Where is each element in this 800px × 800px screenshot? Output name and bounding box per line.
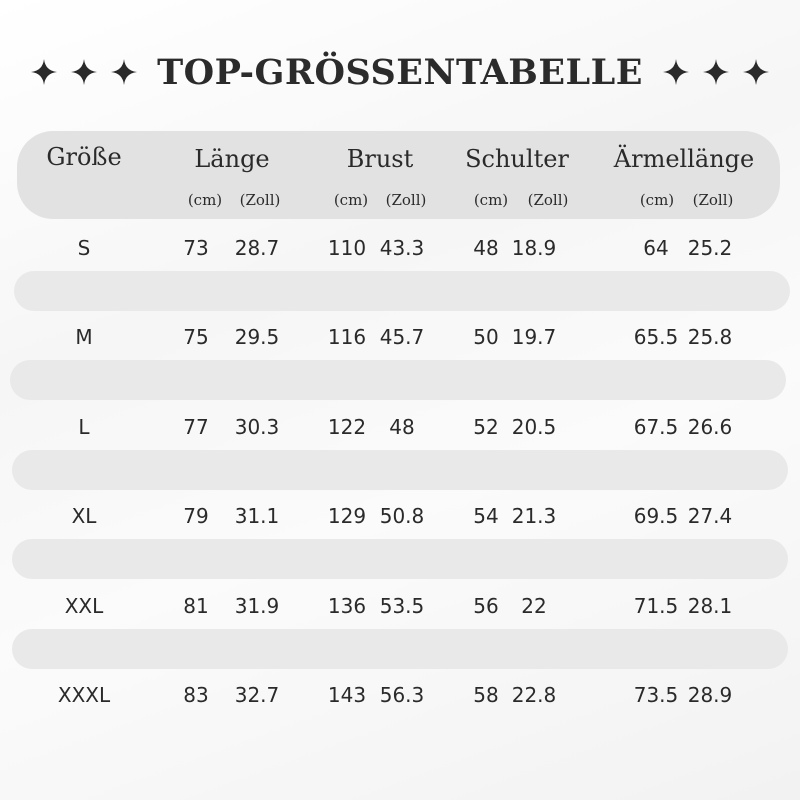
cell-chest-inch: 48 bbox=[389, 415, 415, 439]
cell-chest-inch: 53.5 bbox=[379, 594, 425, 618]
cell-size: S bbox=[77, 236, 91, 260]
cell-chest-cm: 129 bbox=[327, 504, 367, 528]
unit-cm-sleeve: (cm) bbox=[639, 191, 675, 209]
cell-shoulder-cm: 52 bbox=[473, 415, 499, 439]
cell-sleeve-inch: 25.8 bbox=[687, 325, 733, 349]
cell-sleeve-inch: 28.9 bbox=[687, 683, 733, 707]
unit-inch-shoulder: (Zoll) bbox=[527, 191, 569, 209]
cell-chest-cm: 122 bbox=[327, 415, 367, 439]
sparkle-icon bbox=[703, 59, 729, 85]
cell-sleeve-cm: 69.5 bbox=[633, 504, 679, 528]
cell-sleeve-cm: 65.5 bbox=[633, 325, 679, 349]
cell-length-cm: 73 bbox=[183, 236, 209, 260]
cell-sleeve-inch: 26.6 bbox=[687, 415, 733, 439]
cell-length-cm: 81 bbox=[183, 594, 209, 618]
cell-chest-cm: 136 bbox=[327, 594, 367, 618]
cell-size: M bbox=[75, 325, 93, 349]
sparkle-icon bbox=[31, 59, 57, 85]
row-stripe bbox=[12, 539, 788, 579]
cell-length-cm: 75 bbox=[183, 325, 209, 349]
row-stripe bbox=[14, 271, 790, 311]
header-sleeve: Ärmellänge bbox=[613, 145, 755, 173]
unit-inch-sleeve: (Zoll) bbox=[692, 191, 734, 209]
cell-shoulder-inch: 22 bbox=[521, 594, 547, 618]
cell-size: XXL bbox=[64, 594, 104, 618]
cell-size: XL bbox=[71, 504, 97, 528]
cell-sleeve-cm: 73.5 bbox=[633, 683, 679, 707]
sparkle-icon bbox=[111, 59, 137, 85]
cell-shoulder-inch: 19.7 bbox=[511, 325, 557, 349]
cell-chest-inch: 43.3 bbox=[379, 236, 425, 260]
header-shoulder: Schulter bbox=[465, 145, 569, 173]
unit-inch-chest: (Zoll) bbox=[385, 191, 427, 209]
cell-length-inch: 32.7 bbox=[234, 683, 280, 707]
cell-shoulder-inch: 22.8 bbox=[511, 683, 557, 707]
unit-cm-chest: (cm) bbox=[333, 191, 369, 209]
cell-sleeve-inch: 28.1 bbox=[687, 594, 733, 618]
sparkle-icon bbox=[71, 59, 97, 85]
sparkle-icon bbox=[663, 59, 689, 85]
cell-length-inch: 29.5 bbox=[234, 325, 280, 349]
cell-chest-cm: 110 bbox=[327, 236, 367, 260]
cell-length-inch: 28.7 bbox=[234, 236, 280, 260]
header-chest: Brust bbox=[346, 145, 414, 173]
cell-chest-inch: 45.7 bbox=[379, 325, 425, 349]
row-stripe bbox=[12, 629, 788, 669]
cell-sleeve-inch: 27.4 bbox=[687, 504, 733, 528]
cell-size: XXXL bbox=[57, 683, 111, 707]
title-bar bbox=[0, 46, 800, 98]
cell-size: L bbox=[78, 415, 90, 439]
cell-chest-inch: 50.8 bbox=[379, 504, 425, 528]
cell-shoulder-cm: 48 bbox=[473, 236, 499, 260]
row-stripe bbox=[12, 450, 788, 490]
cell-shoulder-cm: 58 bbox=[473, 683, 499, 707]
page-title: TOP-GRÖSSENTABELLE bbox=[157, 51, 643, 93]
unit-inch-length: (Zoll) bbox=[239, 191, 281, 209]
header-length: Länge bbox=[194, 145, 270, 173]
cell-length-inch: 30.3 bbox=[234, 415, 280, 439]
cell-shoulder-cm: 56 bbox=[473, 594, 499, 618]
cell-shoulder-inch: 21.3 bbox=[511, 504, 557, 528]
cell-shoulder-cm: 54 bbox=[473, 504, 499, 528]
cell-length-cm: 79 bbox=[183, 504, 209, 528]
row-stripe bbox=[10, 360, 786, 400]
sparkle-icon bbox=[743, 59, 769, 85]
cell-chest-inch: 56.3 bbox=[379, 683, 425, 707]
cell-chest-cm: 116 bbox=[327, 325, 367, 349]
cell-shoulder-cm: 50 bbox=[473, 325, 499, 349]
cell-length-cm: 77 bbox=[183, 415, 209, 439]
cell-length-inch: 31.1 bbox=[234, 504, 280, 528]
cell-chest-cm: 143 bbox=[327, 683, 367, 707]
cell-length-cm: 83 bbox=[183, 683, 209, 707]
header-size: Größe bbox=[46, 143, 122, 171]
cell-shoulder-inch: 18.9 bbox=[511, 236, 557, 260]
cell-length-inch: 31.9 bbox=[234, 594, 280, 618]
cell-sleeve-cm: 71.5 bbox=[633, 594, 679, 618]
cell-sleeve-cm: 64 bbox=[643, 236, 669, 260]
unit-cm-shoulder: (cm) bbox=[473, 191, 509, 209]
cell-sleeve-inch: 25.2 bbox=[687, 236, 733, 260]
unit-cm-length: (cm) bbox=[187, 191, 223, 209]
cell-shoulder-inch: 20.5 bbox=[511, 415, 557, 439]
cell-sleeve-cm: 67.5 bbox=[633, 415, 679, 439]
